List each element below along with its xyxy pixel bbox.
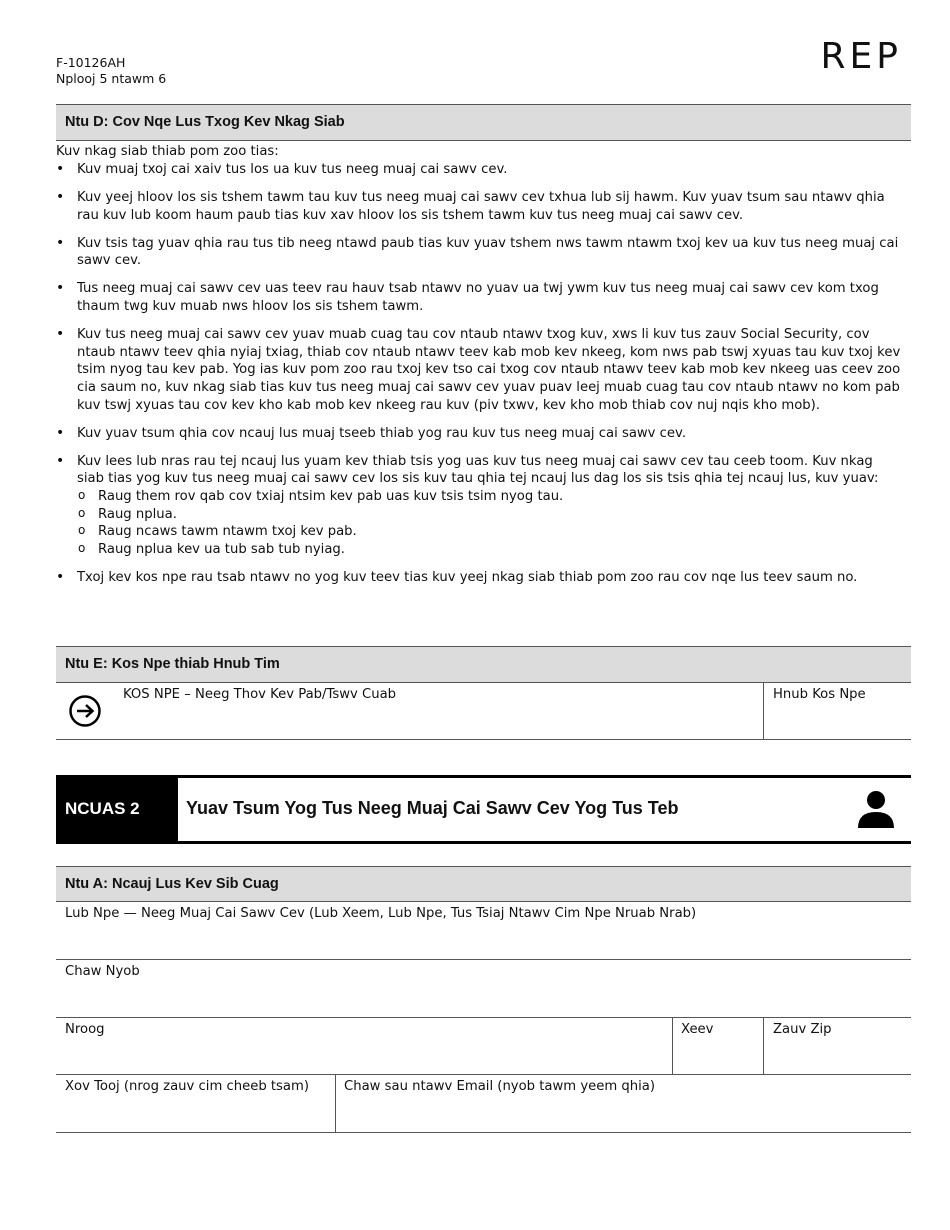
- email-label: Chaw sau ntawv Email (nyob tawm yeem qhia): [344, 1079, 656, 1094]
- divider: [56, 1017, 911, 1018]
- phone-label: Xov Tooj (nrog zauv cim cheeb tsam): [65, 1079, 309, 1094]
- zip-label: Zauv Zip: [773, 1022, 832, 1037]
- signature-date-field[interactable]: [773, 705, 903, 735]
- sub-list-item: o Raug nplua kev ua tub sab tub nyiag.: [77, 541, 901, 559]
- address-label: Chaw Nyob: [65, 964, 140, 979]
- rep-name-field[interactable]: [65, 925, 903, 955]
- city-label: Nroog: [65, 1022, 105, 1037]
- section-e-header: Ntu E: Kos Npe thiab Hnub Tim: [56, 646, 911, 683]
- divider: [56, 1132, 911, 1133]
- sub-list-item: o Raug nplua.: [77, 506, 901, 524]
- person-icon: [856, 789, 896, 829]
- state-field[interactable]: [681, 1041, 757, 1071]
- penalty-sublist: [77, 488, 901, 558]
- part-2-title: Yuav Tsum Yog Tus Neeg Muaj Cai Sawv Cev Yog Tus Teb: [186, 798, 679, 818]
- divider: [56, 1074, 911, 1075]
- rep-label: REP: [820, 36, 902, 77]
- divider: [56, 959, 911, 960]
- divider: [56, 739, 911, 740]
- list-item: • Kuv muaj txoj cai xaiv tus los ua kuv tus neeg muaj cai sawv cev.: [56, 161, 901, 179]
- part-2-label: NCUAS 2: [56, 775, 178, 843]
- section-d-intro: Kuv nkag siab thiab pom zoo tias:: [56, 144, 279, 159]
- signature-field[interactable]: [123, 705, 751, 735]
- section-d-header: Ntu D: Cov Nqe Lus Txog Kev Nkag Siab: [56, 104, 911, 141]
- state-label: Xeev: [681, 1022, 714, 1037]
- signature-label: KOS NPE – Neeg Thov Kev Pab/Tswv Cuab: [123, 687, 397, 702]
- phone-field[interactable]: [65, 1098, 327, 1128]
- page-number: Nplooj 5 ntawm 6: [56, 71, 167, 86]
- city-field[interactable]: [65, 1041, 665, 1071]
- sub-list-item: o Raug them rov qab cov txiaj ntsim kev pab uas kuv tsis tsim nyog tau.: [77, 488, 901, 506]
- divider: [56, 841, 911, 844]
- form-id: F-10126AH: [56, 55, 126, 70]
- list-item-text: Kuv lees lub nras rau tej ncauj lus yuam kev thiab tsis yog uas kuv tus neeg muaj cai sawv cev tau ceeb toom. Kuv nkag siab tias yog kuv tus neeg muaj cai sawv cev los sis kuv tau qhia tej ncauj lus dag los sis tsis qhia tej ncauj lus, kuv yuav:: [77, 453, 879, 487]
- divider: [763, 1017, 764, 1074]
- zip-field[interactable]: [773, 1041, 903, 1071]
- list-item-with-sublist: [56, 453, 901, 559]
- divider: [763, 683, 764, 739]
- sub-list-item: o Raug ncaws tawm ntawm txoj kev pab.: [77, 523, 901, 541]
- list-item: • Kuv tsis tag yuav qhia rau tus tib neeg ntawd paub tias kuv yuav tshem nws tawm ntawm txoj kev ua kuv tus neeg muaj cai sawv cev.: [56, 235, 901, 270]
- rep-name-label: Lub Npe — Neeg Muaj Cai Sawv Cev (Lub Xeem, Lub Npe, Tus Tsiaj Ntawv Cim Npe Nruab Nrab): [65, 906, 697, 921]
- divider: [335, 1074, 336, 1132]
- address-field[interactable]: [65, 983, 903, 1013]
- signature-date-label: Hnub Kos Npe: [773, 687, 866, 702]
- list-item: • Kuv yeej hloov los sis tshem tawm tau kuv tus neeg muaj cai sawv cev txhua lub sij hawm. Kuv yuav tsum sau ntawv qhia rau kuv lub koom haum paub tias kuv xav hloov los sis tshem tawm kuv tus neeg muaj cai sawv cev.: [56, 189, 901, 224]
- divider: [672, 1017, 673, 1074]
- section-a-header: Ntu A: Ncauj Lus Kev Sib Cuag: [56, 866, 911, 902]
- list-item: • Kuv tus neeg muaj cai sawv cev yuav muab cuag tau cov ntaub ntawv txog kuv, xws li kuv tus zauv Social Security, cov ntaub ntawv teev qhia nyiaj txiag, thiab cov ntaub ntawv teev kab mob kev nkeeg, kom nws pab tswj xyuas tau kuv txoj kev tsim nyog tau kev pab. Yog ias kuv pom zoo rau txoj kev tso cai txog cov ntaub ntawv teev kab mob kev nkeeg uas ceev zoo cia saum no, kuv nkag siab tias kuv tus neeg muaj cai sawv cev yuav puav leej muab cuag tau cov ntaub ntawv no kom pab kuv tswj xyuas tau cov kev kho kab mob kev nkeeg rau kuv (piv txwv, kev kho mob thiab cov nuj nqis kho mob).: [56, 326, 901, 414]
- list-item: • Kuv yuav tsum qhia cov ncauj lus muaj tseeb thiab yog rau kuv tus neeg muaj cai sawv cev.: [56, 425, 901, 443]
- email-field[interactable]: [344, 1098, 903, 1128]
- form-id-block: [56, 55, 166, 87]
- arrow-right-circle-icon: [68, 694, 102, 728]
- list-item: • Tus neeg muaj cai sawv cev uas teev rau hauv tsab ntawv no yuav ua twj ywm kuv tus neeg muaj cai sawv cev kom txog thaum twg kuv muab nws hloov los sis tshem tawm.: [56, 280, 901, 315]
- understanding-statements-list: [56, 161, 901, 597]
- divider: [56, 775, 911, 778]
- list-item: • Txoj kev kos npe rau tsab ntawv no yog kuv teev tias kuv yeej nkag siab thiab pom zoo rau cov nqe lus teev saum no.: [56, 569, 901, 587]
